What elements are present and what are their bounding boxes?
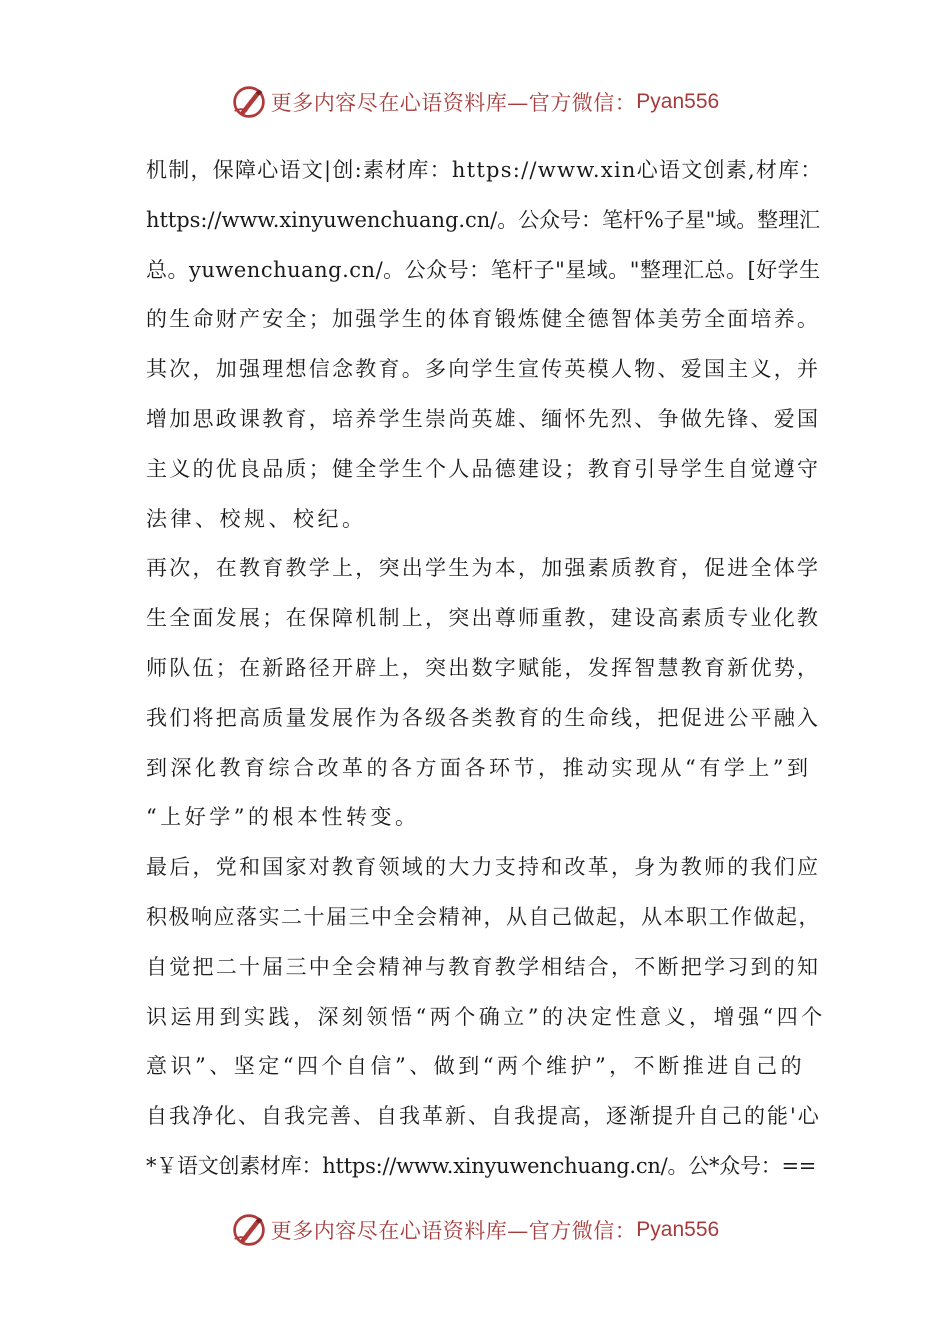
text-line: 再次，在教育教学上，突出学生为本，加强素质教育，促进全体学 [146, 556, 821, 581]
document-body [146, 146, 826, 1192]
text-line: 意识”、坚定“四个自信”、做到“两个维护”，不断推进自己的 [146, 1054, 806, 1079]
text-line: 到深化教育综合改革的各方面各环节，推动实现从“有学上”到 [146, 755, 812, 780]
pen-logo-icon [231, 84, 267, 120]
text-line: 机制，保障心语文|创:素材库：https://www.xin心语文创素,材库： [146, 158, 823, 182]
text-line: 生全面发展；在保障机制上，突出尊师重教，建设高素质专业化教 [146, 606, 821, 631]
text-line: 主义的优良品质；健全学生个人品德建设；教育引导学生自觉遵守 [146, 456, 821, 481]
text-line: 增加思政课教育，培养学生崇尚英雄、缅怀先烈、争做先锋、爱国 [146, 406, 821, 431]
text-line: 自我净化、自我完善、自我革新、自我提高，逐渐提升自己的能'心 [146, 1104, 821, 1129]
text-line: 识运用到实践，深刻领悟“两个确立”的决定性意义，增强“四个 [146, 1004, 826, 1029]
text-line: 法律、校规、校纪。 [146, 506, 367, 531]
text-line: 最后，党和国家对教育领域的大力支持和改革，身为教师的我们应 [146, 855, 821, 880]
text-line: 自觉把二十届三中全会精神与教育教学相结合，不断把学习到的知 [146, 954, 821, 979]
text-line: 我们将把高质量发展作为各级各类教育的生命线，把促进公平融入 [146, 705, 821, 730]
text-line: 总。yuwenchuang.cn/。公众号：笔杆子"星域。"整理汇总。[好学生 [146, 257, 821, 282]
header-banner-text: 更多内容尽在心语资料库—官方微信： [270, 91, 637, 115]
text-line: 师队伍；在新路径开辟上，突出数字赋能，发挥智慧教育新优势， [146, 655, 821, 680]
header-wechat-id: Pyan556 [636, 90, 720, 113]
text-line: *￥语文创素材库：https://www.xinyuwenchuang.cn/。公*众号：== [146, 1153, 817, 1178]
footer-banner-text: 更多内容尽在心语资料库—官方微信： [270, 1219, 637, 1243]
text-line: 积极响应落实二十届三中全会精神，从自己做起，从本职工作做起， [146, 904, 821, 929]
text-line: 其次，加强理想信念教育。多向学生宣传英模人物、爱国主义，并 [146, 357, 821, 382]
footer-wechat-id: Pyan556 [636, 1218, 720, 1241]
text-line: 的生命财产安全；加强学生的体育锻炼健全德智体美劳全面培养。 [146, 307, 821, 332]
pen-logo-icon [231, 1212, 267, 1248]
footer-banner [0, 1208, 950, 1252]
text-line: “上好学”的根本性转变。 [146, 805, 420, 830]
text-line: https://www.xinyuwenchuang.cn/。公众号：笔杆%子星"域。整理汇 [146, 207, 821, 232]
header-banner [0, 80, 950, 124]
